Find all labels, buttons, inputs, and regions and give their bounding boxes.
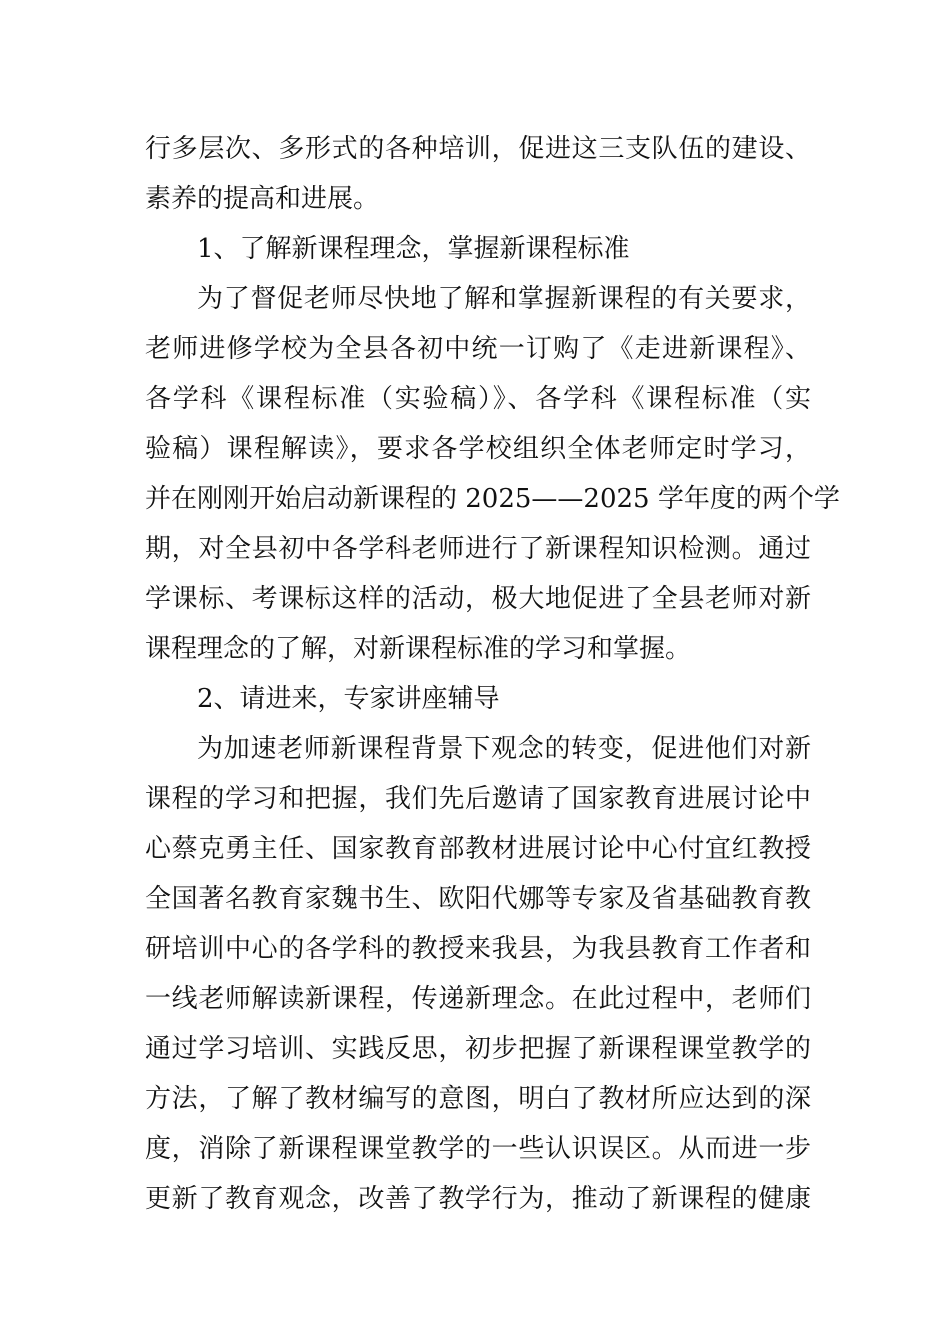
paragraph-line: 为加速老师新课程背景下观念的转变，促进他们对新 xyxy=(197,734,811,764)
paragraph-line: 全国著名教育家魏书生、欧阳代娜等专家及省基础教育教 xyxy=(145,884,811,914)
paragraph-line: 素养的提高和进展。 xyxy=(145,184,380,214)
paragraph-line: 课程理念的了解，对新课程标准的学习和掌握。 xyxy=(145,634,692,664)
document-body xyxy=(145,124,840,1224)
paragraph-line: 行多层次、多形式的各种培训，促进这三支队伍的建设、 xyxy=(145,134,811,164)
paragraph-line: 方法，了解了教材编写的意图，明白了教材所应达到的深 xyxy=(145,1084,811,1114)
paragraph-line: 为了督促老师尽快地了解和掌握新课程的有关要求， xyxy=(197,284,811,314)
paragraph-line: 老师进修学校为全县各初中统一订购了《走进新课程》、 xyxy=(145,334,811,364)
paragraph-line: 并在刚刚开始启动新课程的 2025——2025 学年度的两个学 xyxy=(145,484,840,514)
paragraph-line: 通过学习培训、实践反思，初步把握了新课程课堂教学的 xyxy=(145,1034,811,1064)
paragraph-line: 度，消除了新课程课堂教学的一些认识误区。从而进一步 xyxy=(145,1134,811,1164)
paragraph-line: 心蔡克勇主任、国家教育部教材进展讨论中心付宜红教授 xyxy=(145,834,811,864)
section-heading: 2、请进来，专家讲座辅导 xyxy=(197,684,500,714)
paragraph-line: 一线老师解读新课程，传递新理念。在此过程中，老师们 xyxy=(145,984,811,1014)
section-heading: 1、了解新课程理念，掌握新课程标准 xyxy=(197,234,630,264)
paragraph-line: 课程的学习和把握，我们先后邀请了国家教育进展讨论中 xyxy=(145,784,811,814)
paragraph-line: 更新了教育观念，改善了教学行为，推动了新课程的健康 xyxy=(145,1184,811,1214)
paragraph-line: 各学科《课程标准（实验稿）》、各学科《课程标准（实 xyxy=(145,384,811,414)
paragraph-line: 研培训中心的各学科的教授来我县，为我县教育工作者和 xyxy=(145,934,811,964)
paragraph-line: 学课标、考课标这样的活动，极大地促进了全县老师对新 xyxy=(145,584,811,614)
paragraph-line: 期，对全县初中各学科老师进行了新课程知识检测。通过 xyxy=(145,534,811,564)
paragraph-line: 验稿）课程解读》，要求各学校组织全体老师定时学习， xyxy=(145,434,811,464)
